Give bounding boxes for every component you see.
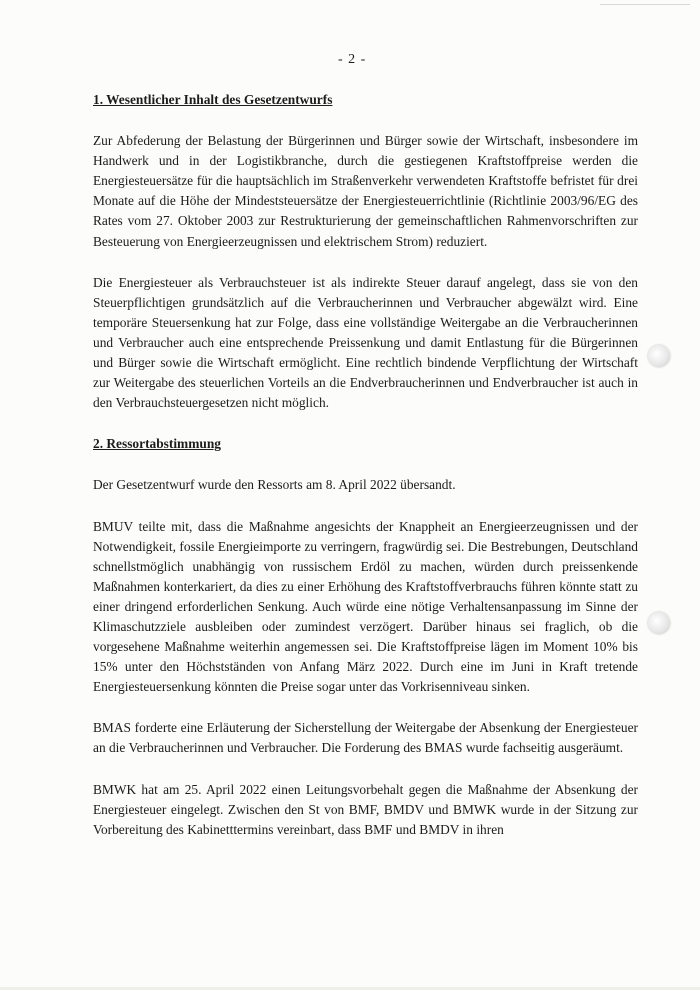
punch-hole (648, 612, 670, 634)
paragraph: BMUV teilte mit, dass die Maßnahme angesichts der Knappheit an Energieerzeugnissen und der Notwendigkeit, fossile Energieimporte zu verringern, fragwürdig sei. Die Bestrebungen, Deutschland schnellstmöglich unabhängig von russischem Erdöl zu machen, würden durch preissenkende Maßnahmen konterkariert, da dies zu einer Erhöhung des Kraftstoffverbrauchs führen könnte statt zu einer dringend erforderlichen Senkung. Auch würde eine nötige Verhaltensanpassung im Sinne der Klimaschutzziele ausbleiben oder zumindest verzögert. Darüber hinaus sei fraglich, ob die vorgesehene Maßnahme weiterhin angemessen sei. Die Kraftstoffpreise lägen im Moment 10% bis 15% unter den Höchstständen von Anfang März 2022. Durch eine im Juni in Kraft tretende Energiesteuersenkung könnten die Preise sogar unter das Vorkrisenniveau sinken. (93, 518, 638, 695)
paragraph: BMAS forderte eine Erläuterung der Sicherstellung der Weitergabe der Absenkung der Energiesteuer an die Verbraucherinnen und Verbraucher. Die Forderung des BMAS wurde fachseitig ausgeräumt. (93, 720, 638, 756)
punch-hole (648, 345, 670, 367)
paragraph: Die Energiesteuer als Verbrauchsteuer ist als indirekte Steuer darauf angelegt, dass sie von den Steuerpflichtigen grundsätzlich auf die Verbraucherinnen und Verbraucher abgewälzt wird. Eine temporäre Steuersenkung hat zur Folge, dass eine vollständige Weitergabe an die Verbraucherinnen und Verbraucher auch eine entsprechende Preissenkung und damit Entlastung für die Bürgerinnen und Bürger sowie die Wirtschaft ermöglicht. Eine rechtlich bindende Verpflichtung der Wirtschaft zur Weitergabe des steuerlichen Vorteils an die Endverbraucherinnen und Endverbraucher ist auch in den Verbrauchsteuergesetzen nicht möglich. (93, 274, 638, 411)
document-body (93, 90, 638, 840)
section-heading-content: 1. Wesentlicher Inhalt des Gesetzentwurfs (93, 92, 333, 107)
paragraph: Zur Abfederung der Belastung der Bürgerinnen und Bürger sowie der Wirtschaft, insbesondere im Handwerk und in der Logistikbranche, durch die gestiegenen Kraftstoffpreise werden die Energiesteuersätze für die hauptsächlich im Straßenverkehr verwendeten Kraftstoffe befristet für drei Monate auf die Höhe der Mindeststeuersätze der Energiesteuerrichtlinie (Richtlinie 2003/96/EG des Rates vom 27. Oktober 2003 zur Restrukturierung der gemeinschaftlichen Rahmenvorschriften zur Besteuerung von Energieerzeugnissen und elektrischem Strom) reduziert. (93, 133, 638, 249)
paragraph: BMWK hat am 25. April 2022 einen Leitungsvorbehalt gegen die Maßnahme der Absenkung der Energiesteuer eingelegt. Zwischen den St von BMF, BMDV und BMWK wurde in der Sitzung zur Vorbereitung des Kabinetttermins vereinbart, dass BMF und BMDV in ihren (93, 781, 638, 837)
paragraph: Der Gesetzentwurf wurde den Ressorts am 8. April 2022 übersandt. (93, 477, 456, 493)
page-number: - 2 - (338, 52, 367, 67)
scan-edge-mark (600, 4, 690, 5)
section-heading-coordination: 2. Ressortabstimmung (93, 436, 221, 452)
